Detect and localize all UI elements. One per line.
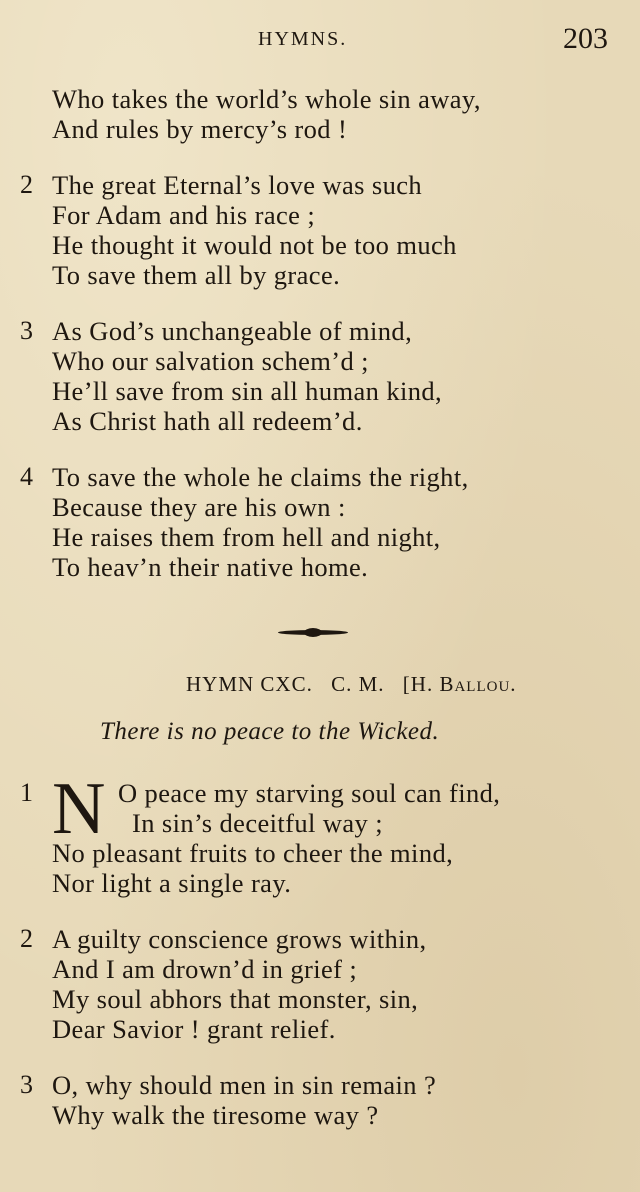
hymn-number: HYMN CXC. [186,672,313,696]
verse-line: A guilty conscience grows within, [52,924,427,954]
verse-line: No pleasant fruits to cheer the mind, [52,838,454,868]
verse-line: He raises them from hell and night, [52,522,441,552]
running-head [0,22,640,54]
continuation-line-2: And rules by mercy’s rod ! [52,114,348,144]
verse-number: 2 [20,170,33,199]
hymn-heading [186,672,529,697]
drop-cap: N [52,768,106,850]
verse-line: In sin’s deceitful way ; [132,808,383,838]
section-divider-ornament [278,630,348,635]
continuation-line-1: Who takes the world’s whole sin away, [52,84,481,114]
hymn-meter: C. M. [331,672,385,696]
verse-line: Who our salvation schem’d ; [52,346,369,376]
verse-line: To save them all by grace. [52,260,341,290]
hymn-subtitle: There is no peace to the Wicked. [100,718,440,745]
verse-line: Nor light a single ray. [52,868,292,898]
verse-line: And I am drown’d in grief ; [52,954,358,984]
verse-line: Because they are his own : [52,492,346,522]
running-title: HYMNS. [258,28,348,50]
verse-number: 2 [20,924,33,953]
verse-line: O peace my starving soul can find, [118,778,501,808]
verse-line: Dear Savior ! grant relief. [52,1014,336,1044]
verse-number: 4 [20,462,33,491]
verse-line: Why walk the tiresome way ? [52,1100,379,1130]
hymn-author: [H. Ballou. [402,672,517,696]
verse-line: O, why should men in sin remain ? [52,1070,437,1100]
verse-line: My soul abhors that monster, sin, [52,984,419,1014]
verse-line: For Adam and his race ; [52,200,316,230]
verse-number: 3 [20,1070,33,1099]
verse-line: The great Eternal’s love was such [52,170,423,200]
verse-number: 3 [20,316,33,345]
verse-line: To heav’n their native home. [52,552,369,582]
verse-number: 1 [20,778,33,807]
verse-line: As Christ hath all redeem’d. [52,406,363,436]
verse-line: He thought it would not be too much [52,230,457,260]
verse-line: He’ll save from sin all human kind, [52,376,443,406]
verse-line: As God’s unchangeable of mind, [52,316,413,346]
page-number: 203 [563,22,608,55]
verse-line: To save the whole he claims the right, [52,462,469,492]
